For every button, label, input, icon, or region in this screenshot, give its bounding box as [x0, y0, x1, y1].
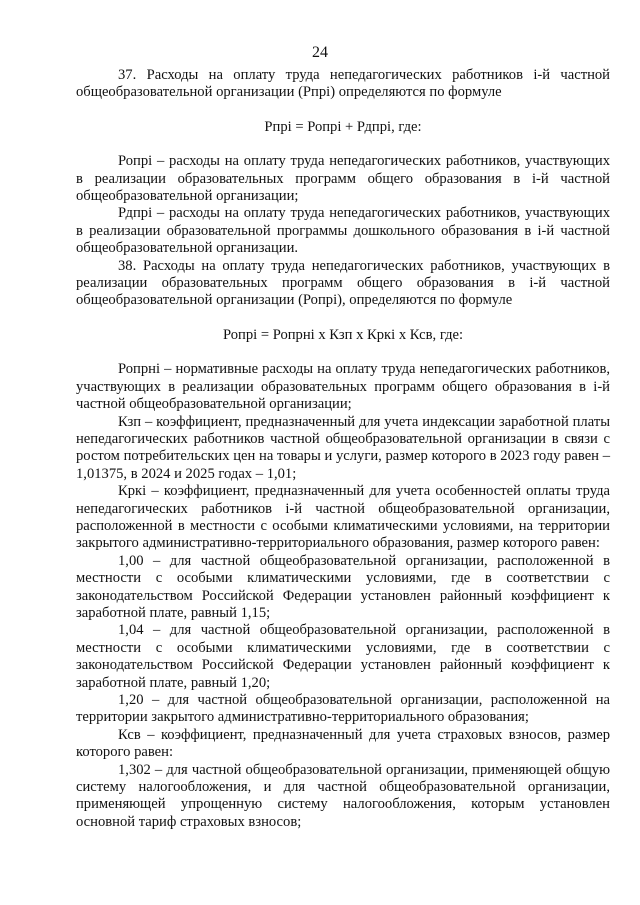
page-number: 24 [312, 44, 328, 61]
definition-roprn: Ропрнi – нормативные расходы на оплату труда непедагогических работников, участвующих в реализации образовательных программ общего образования в i-й частной общеобразовательной организации; [76, 361, 610, 413]
paragraph-38: 38. Расходы на оплату труда непедагогических работников, участвующих в реализации образовательных программ общего образования в i-й частной общеобразовательной организации (Ропрi), определяются по формуле [76, 257, 610, 309]
krk-value-1-04: 1,04 – для частной общеобразовательной организации, расположенной в местности с особыми климатическими условиями, где в соответствии с законодательством Российской Федерации установлен районный коэффициент к заработной плате, равный 1,20; [76, 622, 610, 691]
formula-ropr: Ропрi = Ропрнi x Кзп x Кркi x Ксв, где: [222, 326, 464, 343]
definition-rdpr: Рдпрi – расходы на оплату труда непедагогических работников, участвующих в реализации образовательной программы дошкольного образования в i-й частной общеобразовательной организации. [76, 205, 610, 257]
krk-value-1-00: 1,00 – для частной общеобразовательной организации, расположенной в местности с особыми климатическими условиями, где в соответствии с законодательством Российской Федерации установлен районный коэффициент к заработной плате, равный 1,15; [76, 552, 610, 621]
definition-kzp: Кзп – коэффициент, предназначенный для учета индексации заработной платы непедагогических работников частной общеобразовательной организации в связи с ростом потребительских цен на товары и услуги, размер которого в 2023 году равен – 1,01375, в 2024 и 2025 годах – 1,01; [76, 413, 610, 482]
krk-value-1-20: 1,20 – для частной общеобразовательной организации, расположенной на территории закрытого административно-территориального образования; [76, 692, 610, 726]
paragraph-37: 37. Расходы на оплату труда непедагогических работников i-й частной общеобразовательной организации (Рпрi) определяются по формуле [76, 67, 610, 101]
definition-ropr: Ропрi – расходы на оплату труда непедагогических работников, участвующих в реализации образовательных программ общего образования в i-й частной общеобразовательной организации; [76, 153, 610, 205]
document-body [76, 67, 610, 831]
ksv-value-1-302: 1,302 – для частной общеобразовательной организации, применяющей общую систему налогообложения, и для частной общеобразовательной организации, применяющей упрощенную систему налогообложения, которым установлен основной тариф страховых взносов; [76, 761, 610, 830]
formula-rpr: Рпрi = Ропрi + Рдпрi, где: [264, 118, 422, 135]
definition-krk: Кркi – коэффициент, предназначенный для учета особенностей оплаты труда непедагогических работников i-й частной общеобразовательной организации, расположенной в местности с особыми климатическими условиями, на территории закрытого административно-территориального образования, размер которого равен: [76, 483, 610, 552]
definition-ksv: Ксв – коэффициент, предназначенный для учета страховых взносов, размер которого равен: [76, 726, 610, 761]
